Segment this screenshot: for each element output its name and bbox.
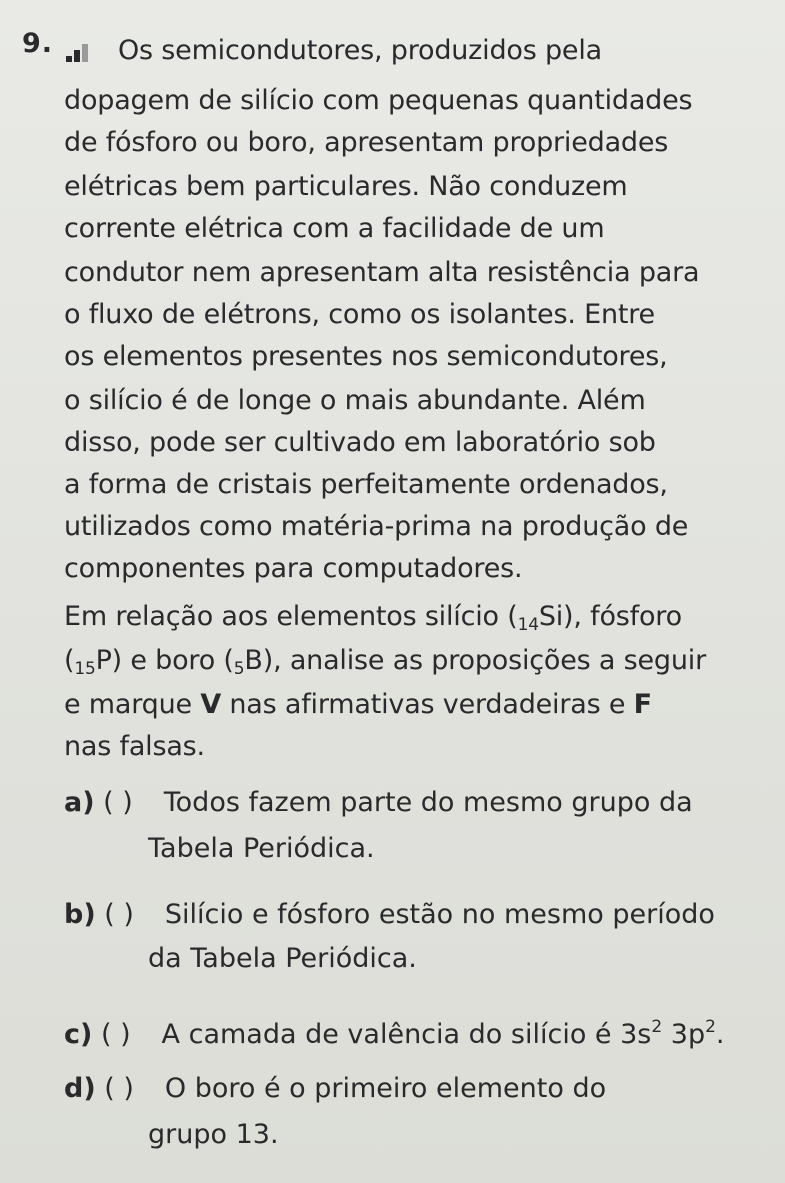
stem-line: de fósforo ou boro, apresentam propriedades	[64, 127, 669, 158]
answer-blank[interactable]: ( )	[104, 1073, 134, 1104]
stem-line: componentes para computadores.	[64, 553, 523, 584]
option-c	[64, 1010, 725, 1052]
option-text: O boro é o primeiro elemento do	[164, 1073, 607, 1104]
instruction-line: e marque V nas afirmativas verdadeiras e F	[64, 689, 652, 720]
stem-line: a forma de cristais perfeitamente ordenados,	[64, 469, 668, 500]
difficulty-indicator-icon	[66, 44, 94, 62]
phosphorus-atomic-number: 15	[74, 659, 96, 679]
option-a	[64, 786, 693, 820]
option-letter: b)	[64, 899, 96, 930]
silicon-atomic-number: 14	[517, 615, 539, 635]
stem-line: os elementos presentes nos semicondutores,	[64, 341, 668, 372]
option-letter: d)	[64, 1073, 96, 1104]
option-b-continuation: da Tabela Periódica.	[148, 943, 417, 974]
stem-line: utilizados como matéria-prima na produção de	[64, 511, 689, 542]
answer-blank[interactable]: ( )	[103, 787, 133, 818]
instruction-line: $(_{15}P)$ e boro $(_5B)$, analise as proposições a seguir	[64, 645, 706, 679]
stem-line: corrente elétrica com a facilidade de um	[64, 213, 605, 244]
question-number: 9.	[22, 28, 54, 59]
boron-atomic-number: 5	[233, 659, 245, 679]
stem-line: Os semicondutores, produzidos pela	[118, 35, 602, 66]
stem-line: elétricas bem particulares. Não conduzem	[64, 171, 628, 202]
instruction-line: Em relação aos elementos silício $(_{14}Si)$, fósforo	[64, 601, 682, 635]
option-letter: c)	[64, 1019, 93, 1050]
option-text: A camada de valência do silício é $3s^2$ $3p^2$.	[161, 1017, 725, 1050]
stem-line: condutor nem apresentam alta resistência para	[64, 257, 700, 288]
option-b	[64, 898, 715, 932]
option-d	[64, 1072, 606, 1106]
stem-line: disso, pode ser cultivado em laboratório sob	[64, 427, 656, 458]
instruction-line: nas falsas.	[64, 731, 205, 762]
stem-line: dopagem de silício com pequenas quantidades	[64, 85, 693, 116]
option-letter: a)	[64, 787, 95, 818]
option-text: Silício e fósforo estão no mesmo período	[164, 899, 715, 930]
answer-blank[interactable]: ( )	[100, 1019, 131, 1050]
answer-blank[interactable]: ( )	[104, 899, 134, 930]
option-a-continuation: Tabela Periódica.	[148, 833, 375, 864]
true-mark: V	[200, 689, 222, 720]
stem-line: o silício é de longe o mais abundante. Além	[64, 385, 646, 416]
false-mark: F	[633, 689, 652, 720]
stem-line: o fluxo de elétrons, como os isolantes. Entre	[64, 299, 655, 330]
option-text: Todos fazem parte do mesmo grupo da	[163, 787, 693, 818]
option-d-continuation: grupo 13.	[148, 1119, 279, 1150]
